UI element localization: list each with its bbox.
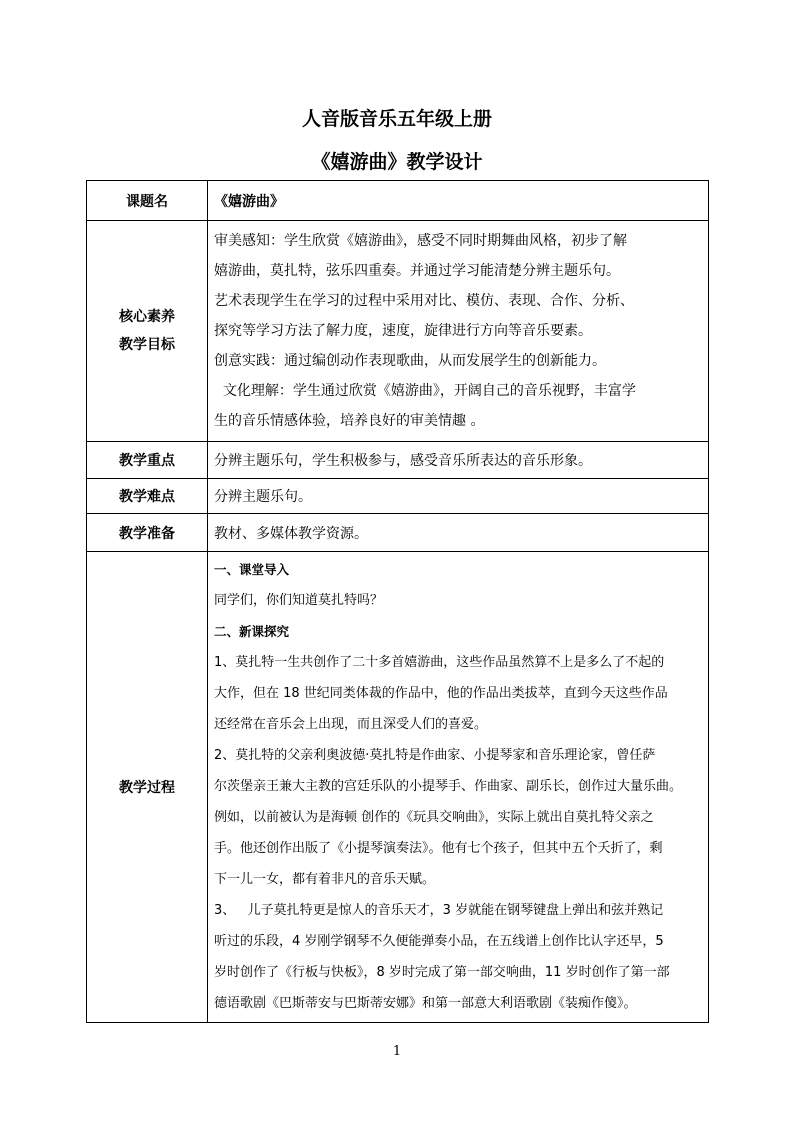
objectives-label-line2: 教学目标 bbox=[119, 337, 175, 353]
document-title: 人音版音乐五年级上册 bbox=[301, 108, 492, 130]
process-line: 手。他还创作出版了《小提琴演奏法》。他有七个孩子，但其中五个夭折了，剩 bbox=[214, 841, 663, 856]
objective-line: 嬉游曲，莫扎特，弦乐四重奏。并通过学习能清楚分辨主题乐句。 bbox=[214, 263, 620, 279]
objective-line: 审美感知：学生欣赏《嬉游曲》，感受不同时期舞曲风格，初步了解 bbox=[214, 233, 627, 249]
process-line: 2、莫扎特的父亲利奥波德·莫扎特是作曲家、小提琴家和音乐理论家，曾任萨 bbox=[214, 748, 656, 763]
row-preparation bbox=[87, 514, 709, 552]
process-line: 听过的乐段，4 岁刚学钢琴不久便能弹奏小品，在五线谱上创作比认字还早，5 bbox=[214, 934, 664, 949]
page-number: 1 bbox=[392, 1044, 402, 1059]
row-difficulties bbox=[87, 479, 709, 514]
objective-line: 艺术表现学生在学习的过程中采用对比、模仿、表现、合作、分析、 bbox=[214, 293, 634, 309]
process-lines bbox=[214, 554, 702, 1019]
process-line: 3、 儿子莫扎特更是惊人的音乐天才，3 岁就能在钢琴键盘上弹出和弦并熟记 bbox=[214, 903, 664, 918]
process-line: 下一儿一女，都有着非凡的音乐天赋。 bbox=[214, 872, 436, 887]
row-topic bbox=[87, 181, 709, 221]
process-line: 岁时创作了《行板与快板》，8 岁时完成了第一部交响曲，11 岁时创作了第一部 bbox=[214, 965, 670, 980]
row-objectives bbox=[87, 221, 709, 442]
preparation-value: 教材、多媒体教学资源。 bbox=[208, 514, 709, 552]
process-line: 同学们，你们知道莫扎特吗？ bbox=[214, 593, 384, 608]
process-content bbox=[208, 552, 709, 1023]
objective-line: 生的音乐情感体验，培养良好的审美情趣 。 bbox=[214, 413, 485, 429]
lesson-plan-table bbox=[86, 180, 709, 1023]
topic-label: 课题名 bbox=[87, 181, 208, 221]
document-subtitle: 《嬉游曲》教学设计 bbox=[311, 151, 483, 173]
topic-value: 《嬉游曲》 bbox=[208, 181, 709, 221]
preparation-label: 教学准备 bbox=[87, 514, 208, 552]
key-points-value: 分辨主题乐句，学生积极参与，感受音乐所表达的音乐形象。 bbox=[208, 442, 709, 479]
process-line: 1、莫扎特一生共创作了二十多首嬉游曲，这些作品虽然算不上是多么了不起的 bbox=[214, 655, 665, 670]
process-line: 还经常在音乐会上出现，而且深受人们的喜爱。 bbox=[214, 717, 488, 732]
difficulties-label: 教学难点 bbox=[87, 479, 208, 514]
key-points-label: 教学重点 bbox=[87, 442, 208, 479]
objectives-label-line1: 核心素养 bbox=[119, 309, 175, 325]
objectives-label bbox=[87, 221, 208, 442]
process-line: 德语歌剧《巴斯蒂安与巴斯蒂安娜》和第一部意大利语歌剧《装痴作傻》。 bbox=[214, 996, 637, 1011]
objective-line: 探究等学习方法了解力度，速度，旋律进行方向等音乐要素。 bbox=[214, 323, 592, 339]
process-line: 例如，以前被认为是海顿 创作的《玩具交响曲》，实际上就出自莫扎特父亲之 bbox=[214, 810, 654, 825]
process-line: 尔茨堡亲王兼大主教的宫廷乐队的小提琴手、作曲家、副乐长，创作过大量乐曲。 bbox=[214, 779, 683, 794]
objective-line: 创意实践：通过编创动作表现歌曲，从而发展学生的创新能力。 bbox=[214, 353, 606, 369]
objective-line: 文化理解：学生通过欣赏《嬉游曲》，开阔自己的音乐视野，丰富学 bbox=[214, 383, 636, 399]
process-label: 教学过程 bbox=[87, 552, 208, 1023]
objectives-content bbox=[208, 221, 709, 442]
process-section-heading: 二、新课探究 bbox=[214, 624, 290, 639]
process-section-heading: 一、课堂导入 bbox=[214, 562, 290, 577]
process-line: 大作，但在 18 世纪同类体裁的作品中，他的作品出类拔萃，直到今天这些作品 bbox=[214, 686, 668, 701]
row-key-points bbox=[87, 442, 709, 479]
row-process bbox=[87, 552, 709, 1023]
difficulties-value: 分辨主题乐句。 bbox=[208, 479, 709, 514]
